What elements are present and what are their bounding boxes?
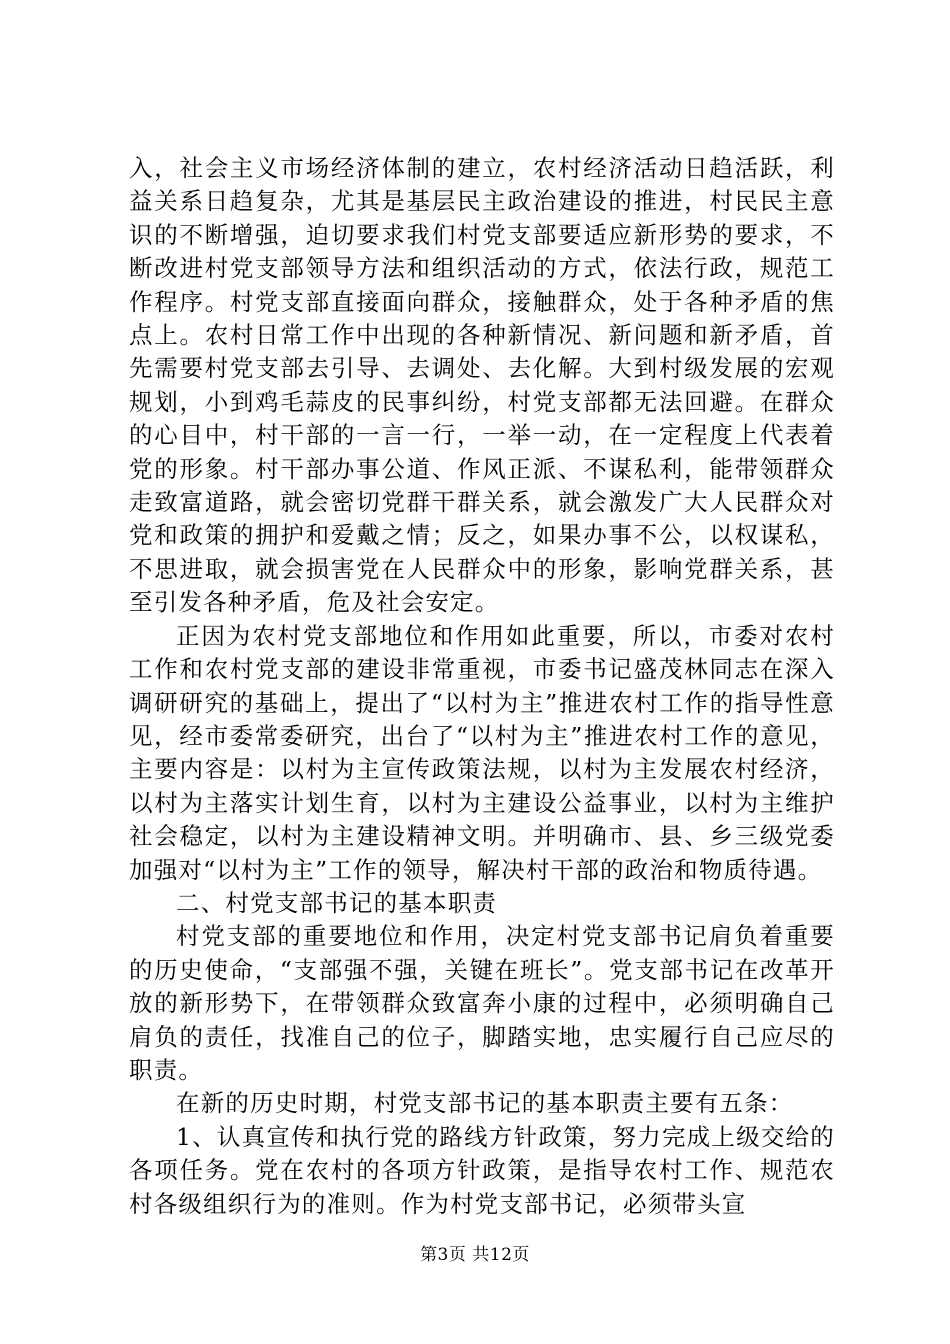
paragraph-2: 正因为农村党支部地位和作用如此重要，所以，市委对农村工作和农村党支部的建设非常重视，市委书记盛茂林同志在深入调研研究的基础上，提出了“以村为主”推进农村工作的指导性意见，经市委常委研究，出台了“以村为主”推进农村工作的意见，主要内容是：以村为主宣传政策法规，以村为主发展农村经济，以村为主落实计划生育，以村为主建设公益事业，以村为主维护社会稳定，以村为主建设精神文明。并明确市、县、乡三级党委加强对“以村为主”工作的领导，解决村干部的政治和物质待遇。 <box>129 621 835 884</box>
page-number-footer: 第3页 共12页 <box>420 1245 530 1265</box>
paragraph-1: 入，社会主义市场经济体制的建立，农村经济活动日趋活跃，利益关系日趋复杂，尤其是基层民主政治建设的推进，村民民主意识的不断增强，迫切要求我们村党支部要适应新形势的要求，不断改进村党支部领导方法和组织活动的方式，依法行政，规范工作程序。村党支部直接面向群众，接触群众，处于各种矛盾的焦点上。农村日常工作中出现的各种新情况、新问题和新矛盾，首先需要村党支部去引导、去调处、去化解。大到村级发展的宏观规划，小到鸡毛蒜皮的民事纠纷，村党支部都无法回避。在群众的心目中，村干部的一言一行，一举一动，在一定程度上代表着党的形象。村干部办事公道、作风正派、不谋私利，能带领群众走致富道路，就会密切党群干群关系，就会激发广大人民群众对党和政策的拥护和爱戴之情；反之，如果办事不公，以权谋私，不思进取，就会损害党在人民群众中的形象，影响党群关系，甚至引发各种矛盾，危及社会安定。 <box>129 154 835 617</box>
paragraph-3: 村党支部的重要地位和作用，决定村党支部书记肩负着重要的历史使命，“支部强不强，关键在班长”。党支部书记在改革开放的新形势下，在带领群众致富奔小康的过程中，必须明确自己肩负的责任，找准自己的位子，脚踏实地，忠实履行自己应尽的职责。 <box>129 922 835 1084</box>
section-heading: 二、村党支部书记的基本职责 <box>176 888 498 917</box>
paragraph-5: 1、认真宣传和执行党的路线方针政策，努力完成上级交给的各项任务。党在农村的各项方针政策，是指导农村工作、规范农村各级组织行为的准则。作为村党支部书记，必须带头宣 <box>129 1122 835 1218</box>
document-body <box>129 152 835 1221</box>
paragraph-4: 在新的历史时期，村党支部书记的基本职责主要有五条： <box>176 1089 794 1118</box>
